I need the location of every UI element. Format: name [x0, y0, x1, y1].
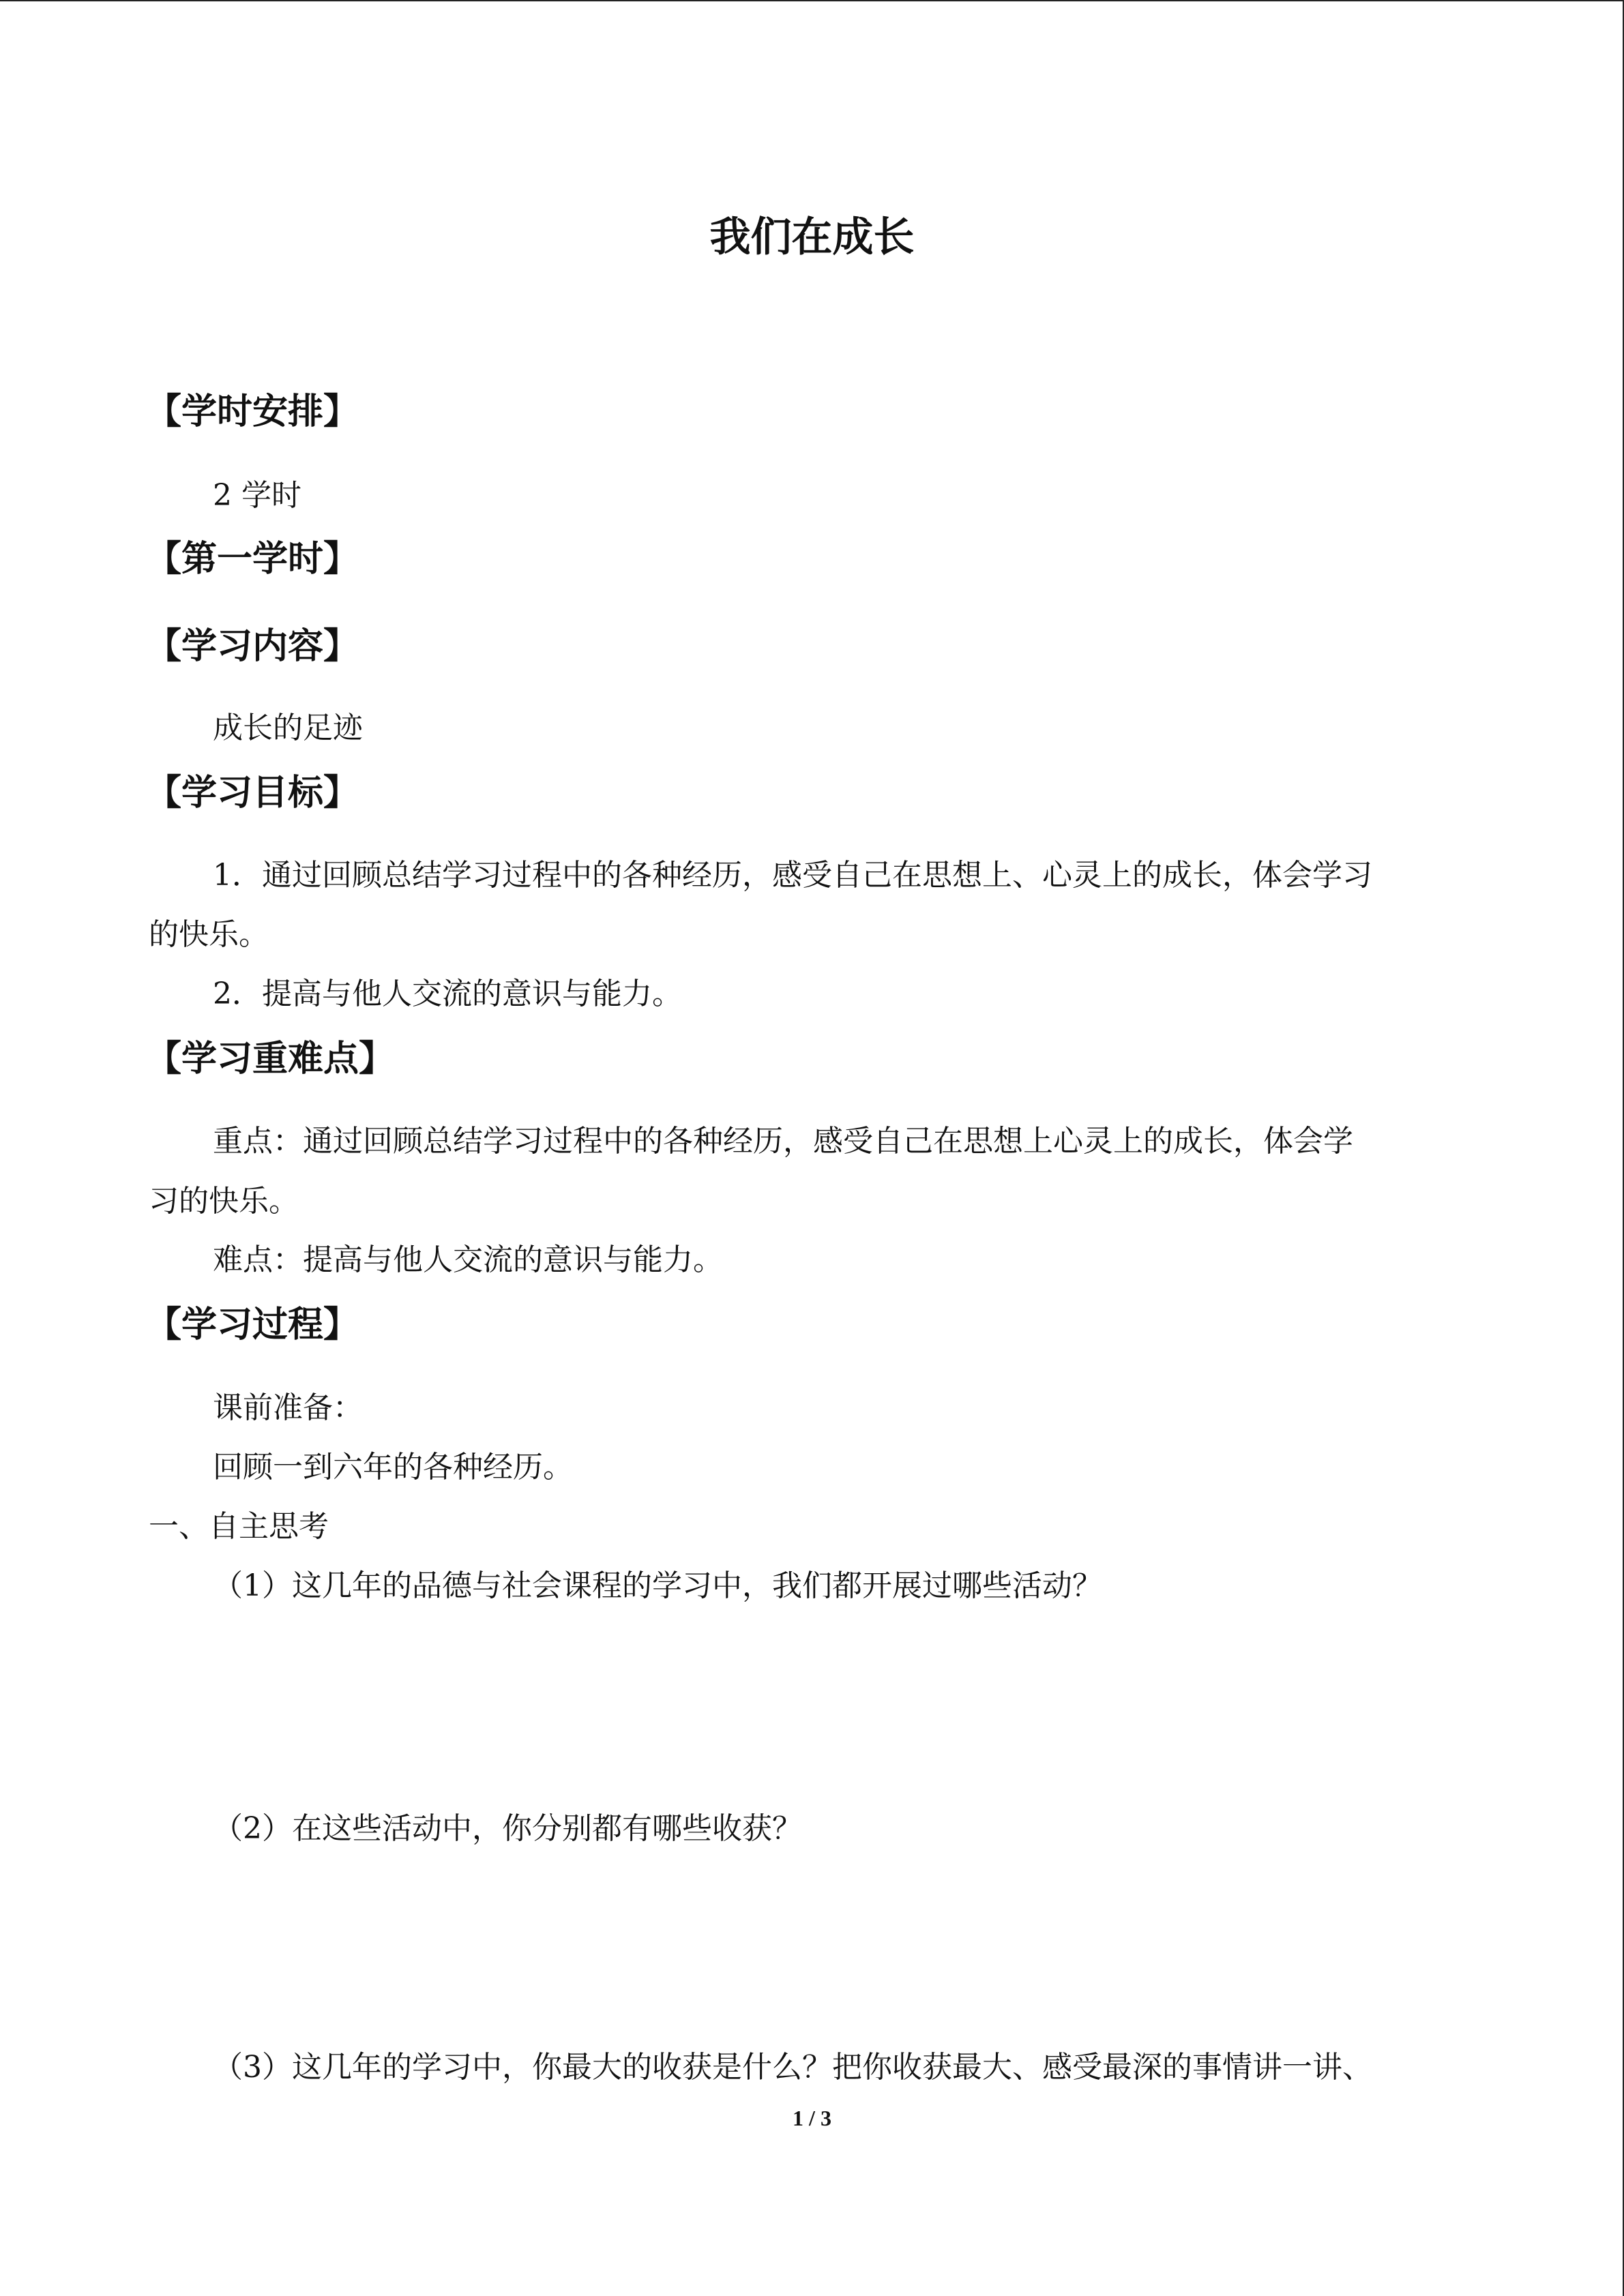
key-point-line-2: 习的快乐。	[149, 1184, 299, 1219]
section-heading-process: 【学习过程】	[146, 1304, 359, 1345]
content-text: 成长的足迹	[213, 711, 363, 745]
prep-text: 回顾一到六年的各种经历。	[213, 1450, 573, 1485]
section-heading-first-period: 【第一学时】	[146, 539, 359, 580]
schedule-text: 2 学时	[213, 478, 301, 513]
section-heading-content: 【学习内容】	[146, 626, 359, 667]
section-heading-goals: 【学习目标】	[146, 773, 359, 814]
key-point-line-1: 重点：通过回顾总结学习过程中的各种经历，感受自己在思想上心灵上的成长，体会学	[213, 1124, 1353, 1159]
document-title: 我们在成长	[709, 213, 915, 261]
question-1: （1）这几年的品德与社会课程的学习中，我们都开展过哪些活动？	[213, 1568, 1102, 1603]
goal-item-2: 2．提高与他人交流的意识与能力。	[213, 976, 682, 1011]
section-heading-schedule: 【学时安排】	[146, 391, 359, 432]
section-heading-key-points: 【学习重难点】	[146, 1039, 395, 1079]
question-2: （2）在这些活动中，你分别都有哪些收获？	[213, 1811, 802, 1846]
question-3: （3）这几年的学习中，你最大的收获是什么？把你收获最大、感受最深的事情讲一讲、	[213, 2050, 1372, 2085]
part-1-title: 一、自主思考	[149, 1509, 329, 1544]
page-number: 1 / 3	[793, 2106, 831, 2130]
goal-item-1-line-2: 的快乐。	[149, 917, 269, 952]
prep-label: 课前准备：	[213, 1390, 363, 1425]
difficulty-point: 难点：提高与他人交流的意识与能力。	[213, 1242, 723, 1277]
goal-item-1-line-1: 1．通过回顾总结学习过程中的各种经历，感受自己在思想上、心灵上的成长，体会学习	[213, 858, 1372, 893]
